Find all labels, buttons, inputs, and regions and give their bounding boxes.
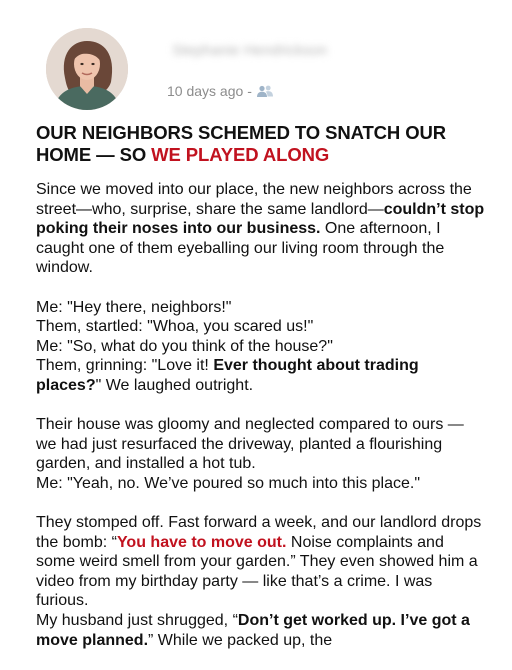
post-header [0,0,512,118]
people-icon [256,84,274,98]
paragraph-text: Noise complaints and some weird smell from your garden.” They even showed him a video from my birthday party — like that’s a crime. I was furious. [36,533,478,610]
paragraph-text: One afternoon, I caught one of them eyeballing our living room through the window. [36,220,445,277]
headline-highlight: WE PLAYED ALONG [151,144,330,165]
post-meta [167,83,274,99]
paragraph-red-bold: You have to move out. [116,533,287,551]
paragraph-4 [36,513,486,650]
dialogue-line: Me: "Yeah, no. We’ve poured so much into this place." [36,474,421,492]
dialogue-line: Me: "Hey there, neighbors!" [36,298,232,316]
meta-separator: - [247,83,252,99]
dialogue-line: Them, startled: "Whoa, you scared us!" [36,318,314,336]
paragraph-1 [36,180,486,278]
dialogue-bold: Ever thought about trading places? [36,357,419,394]
dialogue-line: Me: "So, what do you think of the house?" [36,337,333,355]
paragraph-3 [36,415,486,493]
author-avatar[interactable] [46,28,128,110]
paragraph-text: My husband just shrugged, “ [36,612,238,630]
author-name[interactable]: Stephanie Hendrickson [172,42,328,59]
paragraph-text: They stomped off. Fast forward a week, and our landlord drops the bomb: “ [36,514,482,551]
paragraph-text: ” While we packed up, the [148,631,333,649]
headline-text: OUR NEIGHBORS SCHEMED TO SNATCH OUR HOME — SO [36,122,447,165]
article-body [36,180,486,670]
paragraph-text: Since we moved into our place, the new neighbors across the street—who, surprise, share the same landlord— [36,181,472,218]
paragraph-text: Their house was gloomy and neglected compared to ours — we had just resurfaced the driveway, planted a flourishing garden, and installed a hot tub. [36,416,464,473]
article-headline [36,122,486,166]
paragraph-bold: couldn’t stop poking their noses into our business. [36,200,485,238]
post-time: 10 days ago [167,83,244,99]
dialogue-line: Them, grinning: "Love it! [36,357,214,375]
dialogue-line: " We laughed outright. [95,376,254,394]
paragraph-bold: Don’t get worked up. I’ve got a move planned. [36,612,470,649]
paragraph-2 [36,298,486,396]
